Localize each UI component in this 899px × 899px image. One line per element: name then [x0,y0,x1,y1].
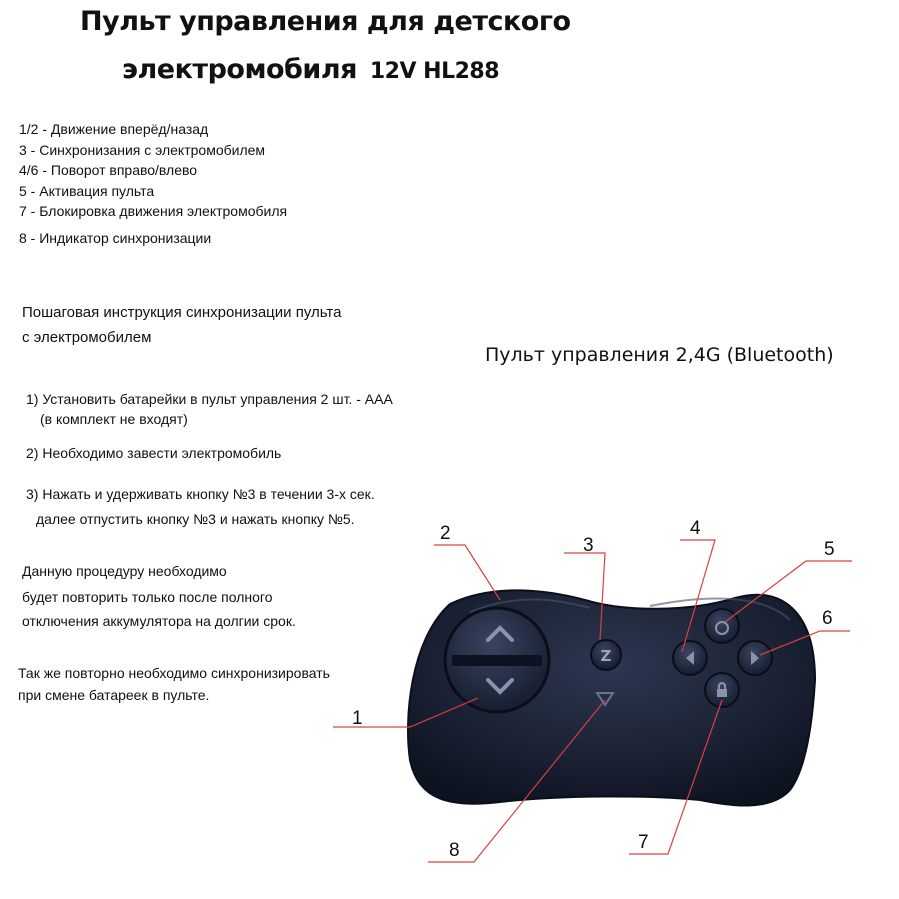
step-3-cont: далее отпустить кнопку №3 и нажать кнопку №5. [36,511,355,527]
note-line: будет повторить только после полного [22,589,273,605]
note-line: Так же повторно необходимо синхронизировать [18,665,330,681]
legend-item: 4/6 - Поворот вправо/влево [19,162,198,178]
callout-8: 8 [449,840,460,861]
step-1-note: (в комплект не входят) [40,411,188,427]
model-name: 12V HL288 [369,59,500,84]
pad-divider [452,655,542,666]
callout-1: 1 [352,708,363,729]
page-title: Пульт управления для детского [80,6,571,37]
note-line: Данную процедуру необходимо [22,563,227,579]
callout-7: 7 [638,832,649,853]
legend-item: 7 - Блокировка движения электромобиля [19,203,288,219]
step-1: 1) Установить батарейки в пульт управления 2 шт. - AAA [26,391,393,407]
callout-3: 3 [583,535,594,556]
step-2: 2) Необходимо завести электромобиль [26,445,282,461]
instructions-heading: Пошаговая инструкция синхронизации пульта [22,304,342,321]
instructions-heading-cont: с электромобилем [22,329,152,346]
note-line: при смене батареек в пульте. [18,687,210,703]
activate-button[interactable] [705,609,739,643]
title-text: электромобиля [122,54,357,85]
callout-5: 5 [824,539,835,560]
callout-6: 6 [822,608,833,629]
remote-label: Пульт управления 2,4G (Bluetooth) [485,344,834,366]
callout-2: 2 [440,523,451,544]
note-line: отключения аккумулятора на долгии срок. [22,613,296,629]
lock-icon [717,689,727,697]
sync-button-glyph: Z [600,647,612,665]
callout-4: 4 [690,518,701,539]
step-3: 3) Нажать и удерживать кнопку №3 в течении 3-х сек. [26,486,375,502]
legend-item: 1/2 - Движение вперёд/назад [19,121,209,137]
legend-item: 5 - Активация пульта [19,182,155,199]
legend-item: 3 - Синхронизания с электромобилем [19,141,266,158]
legend-item: 8 - Индикатор синхронизации [19,229,212,246]
